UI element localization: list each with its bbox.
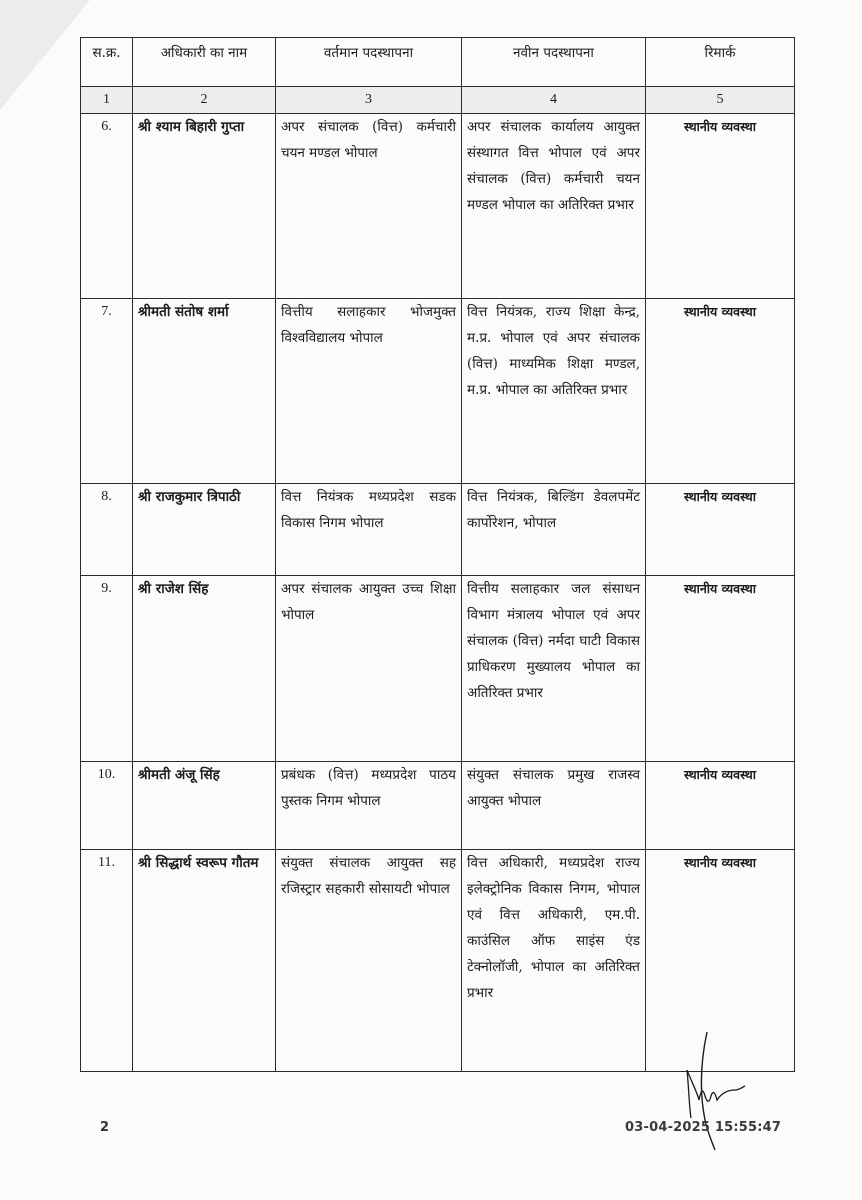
column-number: 4: [462, 87, 646, 114]
officer-name: श्री श्याम बिहारी गुप्ता: [133, 114, 276, 299]
officer-name: श्री राजेश सिंह: [133, 576, 276, 762]
serial-no: 7.: [81, 299, 133, 484]
header-remark: रिमार्क: [646, 38, 795, 87]
serial-no: 6.: [81, 114, 133, 299]
remark: स्थानीय व्यवस्था: [646, 299, 795, 484]
remark: स्थानीय व्यवस्था: [646, 762, 795, 850]
table-row: [81, 762, 795, 850]
remark: स्थानीय व्यवस्था: [646, 576, 795, 762]
table-row: [81, 576, 795, 762]
new-posting: वित्तीय सलाहकार जल संसाधन विभाग मंत्रालय भोपाल एवं अपर संचालक (वित्त) नर्मदा घाटी विकास प्राधिकरण मुख्यालय भोपाल का अतिरिक्त प्रभार: [462, 576, 646, 762]
table-row: [81, 484, 795, 576]
handwritten-signature: [675, 1030, 755, 1160]
serial-no: 10.: [81, 762, 133, 850]
header-current-posting: वर्तमान पदस्थापना: [276, 38, 462, 87]
officer-name: श्रीमती अंजू सिंह: [133, 762, 276, 850]
remark: स्थानीय व्यवस्था: [646, 114, 795, 299]
page-corner-shadow: [0, 0, 90, 110]
current-posting: अपर संचालक आयुक्त उच्च शिक्षा भोपाल: [276, 576, 462, 762]
header-new-posting: नवीन पदस्थापना: [462, 38, 646, 87]
officer-name: श्री सिद्धार्थ स्वरूप गौतम: [133, 850, 276, 1072]
current-posting: प्रबंधक (वित्त) मध्यप्रदेश पाठय पुस्तक निगम भोपाल: [276, 762, 462, 850]
officer-name: श्री राजकुमार त्रिपाठी: [133, 484, 276, 576]
column-number-row: [81, 87, 795, 114]
table-row: [81, 114, 795, 299]
current-posting: वित्त नियंत्रक मध्यप्रदेश सडक विकास निगम भोपाल: [276, 484, 462, 576]
remark: स्थानीय व्यवस्था: [646, 484, 795, 576]
new-posting: अपर संचालक कार्यालय आयुक्त संस्थागत वित्त भोपाल एवं अपर संचालक (वित्त) कर्मचारी चयन मण्डल भोपाल का अतिरिक्त प्रभार: [462, 114, 646, 299]
serial-no: 11.: [81, 850, 133, 1072]
new-posting: वित्त नियंत्रक, राज्य शिक्षा केन्द्र, म.प्र. भोपाल एवं अपर संचालक (वित्त) माध्यमिक शिक्षा मण्डल, म.प्र. भोपाल का अतिरिक्त प्रभार: [462, 299, 646, 484]
remark: स्थानीय व्यवस्था: [646, 850, 795, 1072]
header-row: [81, 38, 795, 87]
serial-no: 9.: [81, 576, 133, 762]
new-posting: संयुक्त संचालक प्रमुख राजस्व आयुक्त भोपाल: [462, 762, 646, 850]
posting-table: [80, 37, 795, 1072]
current-posting: संयुक्त संचालक आयुक्त सह रजिस्ट्रार सहकारी सोसायटी भोपाल: [276, 850, 462, 1072]
current-posting: अपर संचालक (वित्त) कर्मचारी चयन मण्डल भोपाल: [276, 114, 462, 299]
new-posting: वित्त नियंत्रक, बिल्डिंग डेवलपमेंट कार्पोरेशन, भोपाल: [462, 484, 646, 576]
column-number: 1: [81, 87, 133, 114]
current-posting: वित्तीय सलाहकार भोजमुक्त विश्वविद्यालय भोपाल: [276, 299, 462, 484]
header-officer-name: अधिकारी का नाम: [133, 38, 276, 87]
page-number: 2: [100, 1120, 110, 1135]
officer-name: श्रीमती संतोष शर्मा: [133, 299, 276, 484]
table-row: [81, 299, 795, 484]
timestamp: 03-04-2025 15:55:47: [625, 1120, 782, 1135]
serial-no: 8.: [81, 484, 133, 576]
column-number: 5: [646, 87, 795, 114]
column-number: 3: [276, 87, 462, 114]
header-serial-no: स.क्र.: [81, 38, 133, 87]
column-number: 2: [133, 87, 276, 114]
new-posting: वित्त अधिकारी, मध्यप्रदेश राज्य इलेक्ट्रोनिक विकास निगम, भोपाल एवं वित्त अधिकारी, एम.पी. काउंसिल ऑफ साइंस एंड टेक्नोलॉजी, भोपाल का अतिरिक्त प्रभार: [462, 850, 646, 1072]
